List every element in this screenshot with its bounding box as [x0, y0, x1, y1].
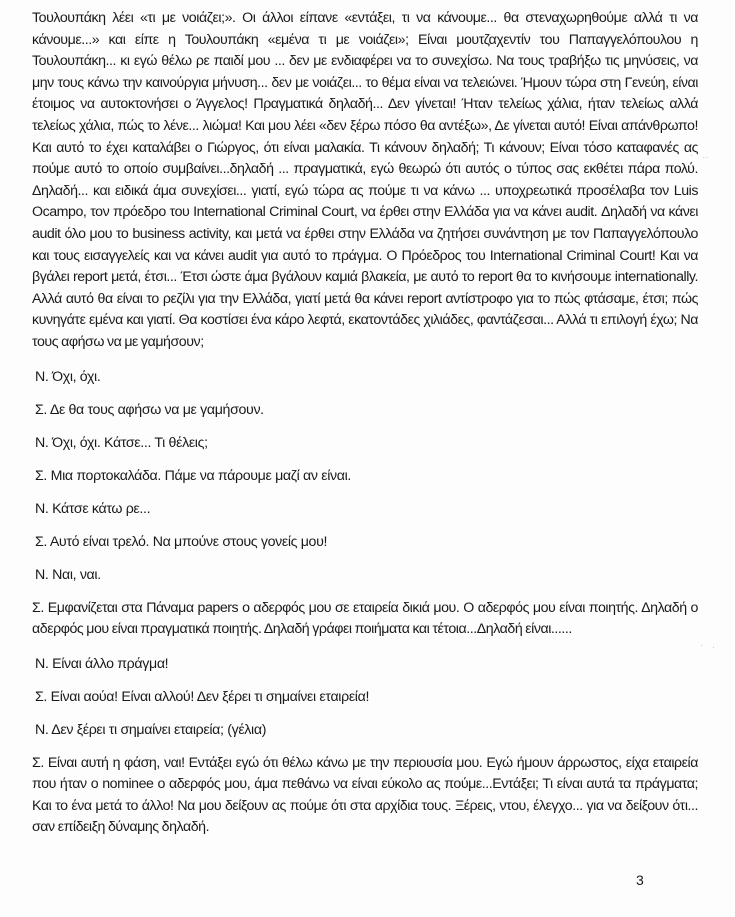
dialogue-line: Σ. Είναι αούα! Είναι αλλού! Δεν ξέρει τι σημαίνει εταιρεία! [35, 688, 370, 705]
spacer [32, 674, 698, 687]
panama-paragraph: Σ. Εμφανίζεται στα Πάναμα papers ο αδερφός μου σε εταιρεία δικιά μου. Ο αδερφός μου είναι ποιητής. Δηλαδή ο αδερφός μου είναι πραγματικά ποιητής. Δηλαδή γράφει ποιήματα και τέτοια...Δηλαδή είναι...... [32, 599, 698, 638]
spacer [32, 354, 698, 367]
scan-noise: · ‥ [690, 150, 712, 161]
spacer [32, 453, 698, 466]
intro-paragraph: Τουλουπάκη λέει «τι με νοιάζει;». Οι άλλοι είπανε «εντάξει, τι να κάνουμε... θα στεναχωρηθούμε αλλά τι να κάνουμε...» και είπε η Τουλουπάκη «εμένα τι με νοιάζει»; Είναι μουτζαχεντίν του Παπαγγελόπουλου η Τουλουπάκη... κι εγώ θέλω ρε παιδί μου ... δεν με ενδιαφέρει να το συνεχίσω. Να τους τραβήξω τις μηνύσεις, να μην τους κάνω την καινούργια μήνυση... δεν με νοιάζει... το θέμα είναι να τελειώνει. Ήμουν τώρα στη Γενεύη, είναι έτοιμος να αυτοκτονήσει ο Άγγελος! Πραγματικά δηλαδή... Δεν γίνεται! Ήταν τελείως χάλια, ήταν τελείως αλλά τελείως χάλια, πώς το λένε... λιώμα! Και μου λέει «δεν ξέρω πόσο θα αντέξω», Δε γίνεται αυτό! Είναι απάνθρωπο! Και αυτό το έχει καταλάβει ο Γιώργος, ότι είναι μαλακία. Τι κάνουν δηλαδή; Τι κάνουν; Είναι τόσο καταφανές ας πούμε αυτό το οποίο συμβαίνει...δηλαδή ... πραγματικά, εγώ θεωρώ ότι αυτός ο τύπος σας εκθέτει πάρα πολύ. Δηλαδή... και ειδικά άμα συνεχίσει... γιατί, εγώ τώρα ας πούμε τι να κάνω ... υποχρεωτικά προσέλαβα τον Luis Ocampo, τον πρόεδρο του International Criminal Court, να έρθει στην Ελλάδα για να κάνει audit. Δηλαδή να κάνει audit όλο μου το business activity, και μετά να έρθει στην Ελλάδα να ζητήσει συνάντηση με τον Παπαγγελόπουλο και τους εισαγγελείς και να κάνει audit για αυτό το πράγμα. Ο Πρόεδρος του International Criminal Court! Και να βγάλει report μετά, έτσι... Έτσι ώστε άμα βγάλουν καμιά βλακεία, με αυτό το report θα το κινήσουμε internationally. Αλλά αυτό θα είναι το ρεζίλι για την Ελλάδα, γιατί μετά θα κάνει report αντίστροφο για το πώς φτάσαμε, έτσι; πώς κυνηγάτε εμένα και γιατί. Θα κοστίσει ένα κάρο λεφτά, εκατοντάδες χιλιάδες, φαντάζεσαι... Αλλά τι επιλογή έχω; Να τους αφήσω να με γαμήσουν; [32, 10, 698, 350]
dialogue-line: Σ. Δε θα τους αφήσω να με γαμήσουν. [35, 401, 264, 418]
scan-noise: · . [700, 640, 718, 651]
spacer [32, 585, 698, 598]
dialogue-line: Ν. Ναι, ναι. [35, 566, 101, 583]
spacer [32, 641, 698, 654]
dialogue-line: Ν. Δεν ξέρει τι σημαίνει εταιρεία; (γέλια) [35, 721, 267, 738]
dialogue-line: Σ. Αυτό είναι τρελό. Να μπούνε στους γονείς μου! [35, 533, 328, 550]
spacer [32, 420, 698, 433]
spacer [32, 740, 698, 753]
final-paragraph: Σ. Είναι αυτή η φάση, ναι! Εντάξει εγώ ότι θέλω κάνω με την περιουσία μου. Εγώ ήμουν άρρωστος, είχα εταιρεία που ήταν ο nominee ο αδερφός μου, άμα πεθάνω να είναι εύκολο ας πούμε...Εντάξει; Τι είναι αυτά τα πράγματα; Και το ένα μετά το άλλο! Να μου δείξουν ας πούμε ότι στα αρχίδια τους. Ξέρεις, ντου, έλεγχο... για να δείξουν ότι... σαν επίδειξη δύναμης δηλαδή. [32, 754, 698, 836]
dialogue-line: Σ. Μια πορτοκαλάδα. Πάμε να πάρουμε μαζί αν είναι. [35, 467, 352, 484]
spacer [32, 486, 698, 499]
dialogue-line: Ν. Όχι, όχι. Κάτσε... Τι θέλεις; [35, 434, 208, 451]
dialogue-line: Ν. Όχι, όχι. [35, 368, 101, 385]
dialogue-line: Ν. Είναι άλλο πράγμα! [35, 655, 169, 672]
page-number: 3 [636, 872, 644, 888]
dialogue-line: Ν. Κάτσε κάτω ρε... [35, 500, 151, 517]
spacer [32, 707, 698, 720]
spacer [32, 552, 698, 565]
spacer [32, 519, 698, 532]
spacer [32, 387, 698, 400]
